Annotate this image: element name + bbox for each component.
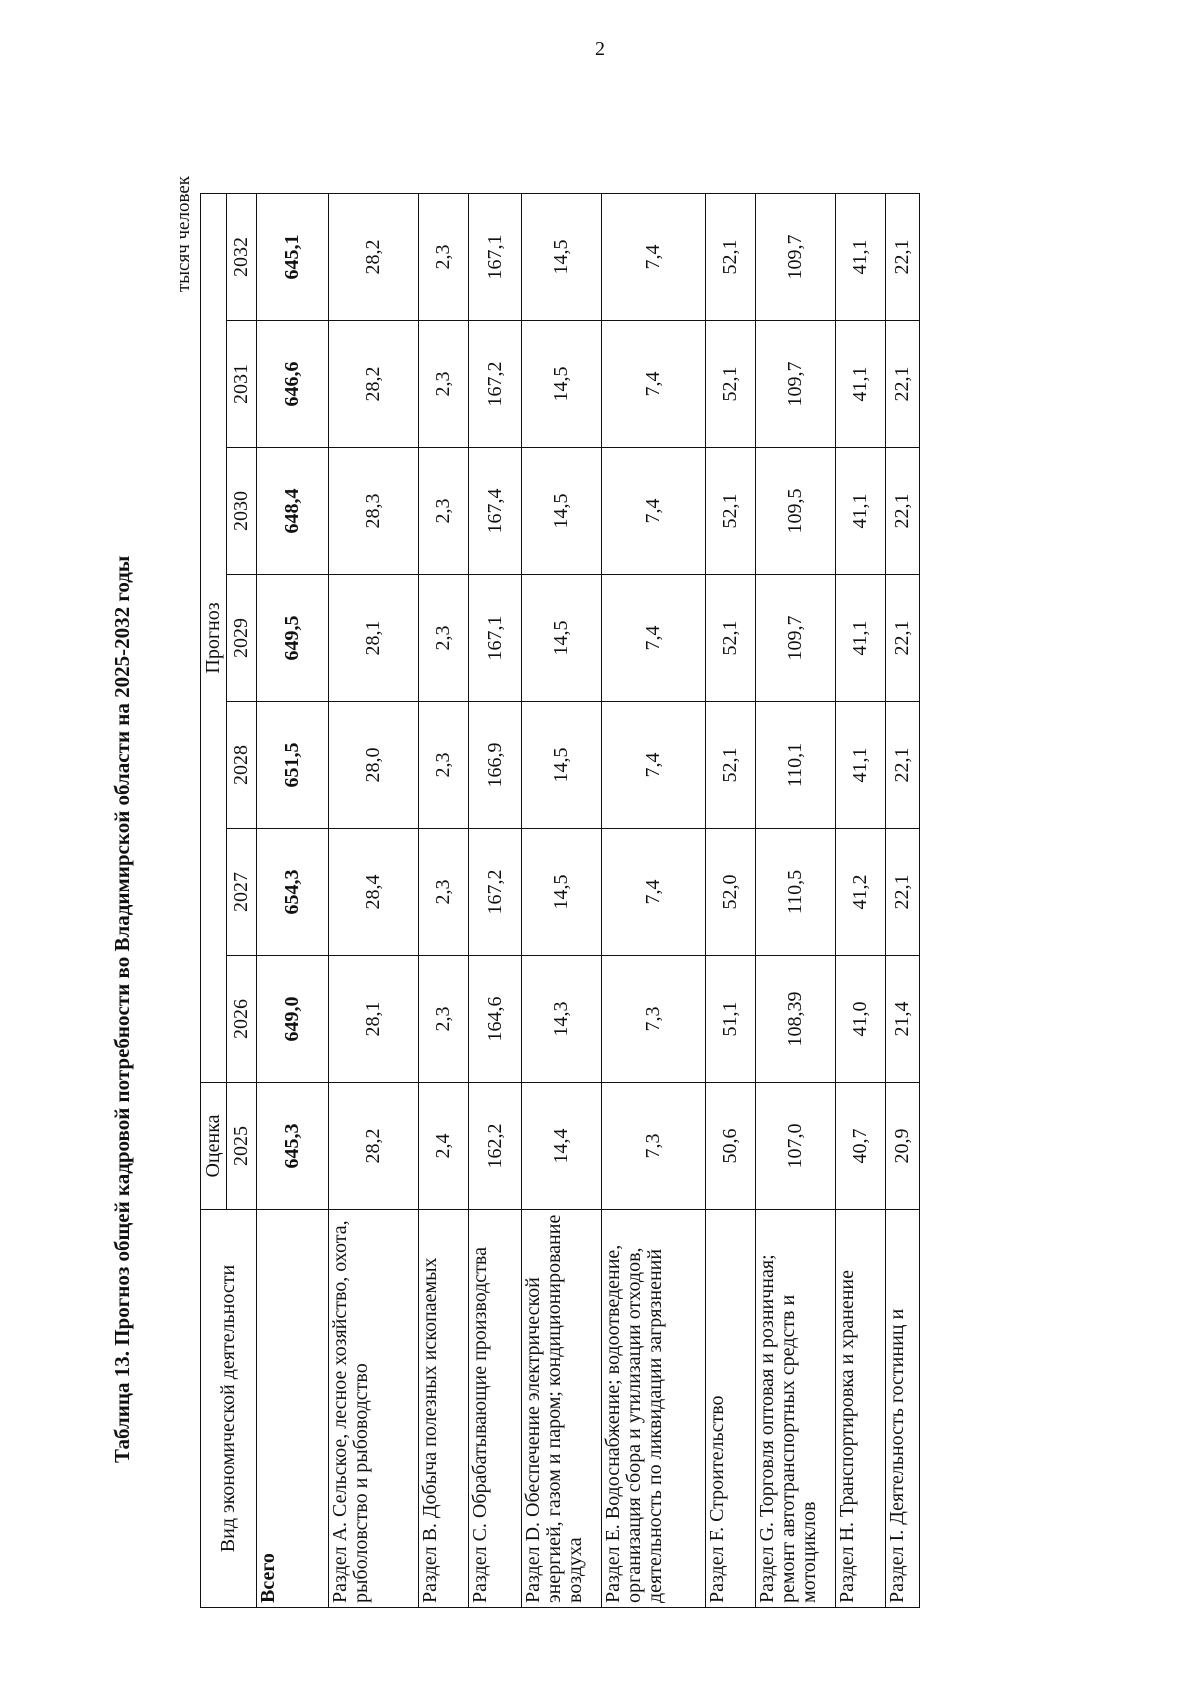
value-cell-2028: 110,1	[756, 702, 836, 829]
value-cell-2026: 21,4	[886, 956, 920, 1083]
activity-label: Раздел D. Обеспечение электрической энергией, газом и паром; кондиционирование воздуха	[522, 1210, 602, 1608]
activity-label: Раздел А. Сельское, лесное хозяйство, охота, рыболовство и рыбоводство	[329, 1210, 419, 1608]
value-cell-2028: 28,0	[329, 702, 419, 829]
value-cell-2029: 28,1	[329, 575, 419, 702]
value-cell-2027: 110,5	[756, 829, 836, 956]
table-row	[469, 193, 522, 1607]
value-cell-2025: 50,6	[706, 1083, 756, 1210]
table-row	[706, 193, 756, 1607]
value-cell-2030: 14,5	[522, 448, 602, 575]
value-cell-2028: 7,4	[602, 702, 706, 829]
table-body	[257, 193, 920, 1607]
value-cell-2029: 52,1	[706, 575, 756, 702]
value-cell-2032: 167,1	[469, 193, 522, 320]
value-cell-2029: 109,7	[756, 575, 836, 702]
table-title: Таблица 13. Прогноз общей кадровой потребности во Владимирской области на 2025-2032 годы	[110, 555, 134, 1463]
value-cell-2028: 651,5	[257, 702, 329, 829]
value-cell-2031: 109,7	[756, 321, 836, 448]
rotated-table-page	[100, 168, 1110, 1638]
value-cell-2031: 52,1	[706, 321, 756, 448]
value-cell-2032: 2,3	[419, 193, 469, 320]
value-cell-2031: 167,2	[469, 321, 522, 448]
value-cell-2025: 14,4	[522, 1083, 602, 1210]
value-cell-2025: 28,2	[329, 1083, 419, 1210]
value-cell-2030: 28,3	[329, 448, 419, 575]
value-cell-2031: 2,3	[419, 321, 469, 448]
value-cell-2028: 41,1	[836, 702, 886, 829]
value-cell-2032: 22,1	[886, 193, 920, 320]
table-row	[602, 193, 706, 1607]
value-cell-2025: 2,4	[419, 1083, 469, 1210]
value-cell-2028: 2,3	[419, 702, 469, 829]
value-cell-2027: 41,2	[836, 829, 886, 956]
value-cell-2026: 108,39	[756, 956, 836, 1083]
value-cell-2030: 52,1	[706, 448, 756, 575]
value-cell-2028: 166,9	[469, 702, 522, 829]
value-cell-2026: 2,3	[419, 956, 469, 1083]
value-cell-2025: 645,3	[257, 1083, 329, 1210]
page-number: 2	[595, 38, 605, 60]
value-cell-2027: 52,0	[706, 829, 756, 956]
value-cell-2030: 7,4	[602, 448, 706, 575]
value-cell-2031: 22,1	[886, 321, 920, 448]
value-cell-2029: 41,1	[836, 575, 886, 702]
value-cell-2031: 28,2	[329, 321, 419, 448]
value-cell-2025: 162,2	[469, 1083, 522, 1210]
value-cell-2025: 40,7	[836, 1083, 886, 1210]
value-cell-2029: 167,1	[469, 575, 522, 702]
value-cell-2030: 41,1	[836, 448, 886, 575]
value-cell-2029: 22,1	[886, 575, 920, 702]
value-cell-2032: 7,4	[602, 193, 706, 320]
estimate-group-header: Оценка	[201, 1083, 227, 1210]
value-cell-2028: 22,1	[886, 702, 920, 829]
value-cell-2027: 654,3	[257, 829, 329, 956]
value-cell-2030: 109,5	[756, 448, 836, 575]
value-cell-2027: 167,2	[469, 829, 522, 956]
value-cell-2026: 28,1	[329, 956, 419, 1083]
table-row	[836, 193, 886, 1607]
table-row	[756, 193, 836, 1607]
value-cell-2032: 14,5	[522, 193, 602, 320]
value-cell-2027: 22,1	[886, 829, 920, 956]
value-cell-2027: 28,4	[329, 829, 419, 956]
table-row	[329, 193, 419, 1607]
year-header-2029: 2029	[227, 575, 257, 702]
value-cell-2031: 7,4	[602, 321, 706, 448]
value-cell-2030: 167,4	[469, 448, 522, 575]
activity-label: Раздел Н. Транспортировка и хранение	[836, 1210, 886, 1608]
value-cell-2027: 7,4	[602, 829, 706, 956]
activity-label: Раздел F. Строительство	[706, 1210, 756, 1608]
value-cell-2032: 52,1	[706, 193, 756, 320]
year-header-2026: 2026	[227, 956, 257, 1083]
value-cell-2030: 648,4	[257, 448, 329, 575]
year-header-2032: 2032	[227, 193, 257, 320]
value-cell-2025: 20,9	[886, 1083, 920, 1210]
value-cell-2030: 22,1	[886, 448, 920, 575]
activity-label: Раздел С. Обрабатывающие производства	[469, 1210, 522, 1608]
units-label: тысяч человек	[173, 176, 194, 293]
value-cell-2026: 649,0	[257, 956, 329, 1083]
value-cell-2026: 51,1	[706, 956, 756, 1083]
value-cell-2025: 7,3	[602, 1083, 706, 1210]
value-cell-2032: 28,2	[329, 193, 419, 320]
forecast-group-header: Прогноз	[201, 193, 227, 1082]
activity-label: Раздел G. Торговля оптовая и розничная; ремонт автотранспортных средств и мотоциклов	[756, 1210, 836, 1608]
activity-label: Раздел I. Деятельность гостиниц и	[886, 1210, 920, 1608]
year-header-2025: 2025	[227, 1083, 257, 1210]
table-row	[419, 193, 469, 1607]
year-header-2031: 2031	[227, 321, 257, 448]
value-cell-2031: 646,6	[257, 321, 329, 448]
activity-label: Всего	[257, 1210, 329, 1608]
workforce-forecast-table	[200, 193, 920, 1608]
table-row	[886, 193, 920, 1607]
year-header-2030: 2030	[227, 448, 257, 575]
value-cell-2026: 41,0	[836, 956, 886, 1083]
value-cell-2029: 14,5	[522, 575, 602, 702]
year-header-2028: 2028	[227, 702, 257, 829]
value-cell-2026: 164,6	[469, 956, 522, 1083]
total-row	[257, 193, 329, 1607]
value-cell-2030: 2,3	[419, 448, 469, 575]
value-cell-2029: 2,3	[419, 575, 469, 702]
value-cell-2029: 7,4	[602, 575, 706, 702]
year-header-2027: 2027	[227, 829, 257, 956]
value-cell-2025: 107,0	[756, 1083, 836, 1210]
value-cell-2027: 14,5	[522, 829, 602, 956]
value-cell-2031: 41,1	[836, 321, 886, 448]
value-cell-2029: 649,5	[257, 575, 329, 702]
value-cell-2032: 109,7	[756, 193, 836, 320]
table-row	[522, 193, 602, 1607]
value-cell-2032: 645,1	[257, 193, 329, 320]
activity-label: Раздел Е. Водоснабжение; водоотведение, организация сбора и утилизации отходов, деятельность по ликвидации загрязнений	[602, 1210, 706, 1608]
activity-column-header: Вид экономической деятельности	[201, 1210, 257, 1608]
value-cell-2027: 2,3	[419, 829, 469, 956]
value-cell-2031: 14,5	[522, 321, 602, 448]
value-cell-2026: 14,3	[522, 956, 602, 1083]
value-cell-2028: 14,5	[522, 702, 602, 829]
value-cell-2028: 52,1	[706, 702, 756, 829]
value-cell-2032: 41,1	[836, 193, 886, 320]
value-cell-2026: 7,3	[602, 956, 706, 1083]
activity-label: Раздел В. Добыча полезных ископаемых	[419, 1210, 469, 1608]
